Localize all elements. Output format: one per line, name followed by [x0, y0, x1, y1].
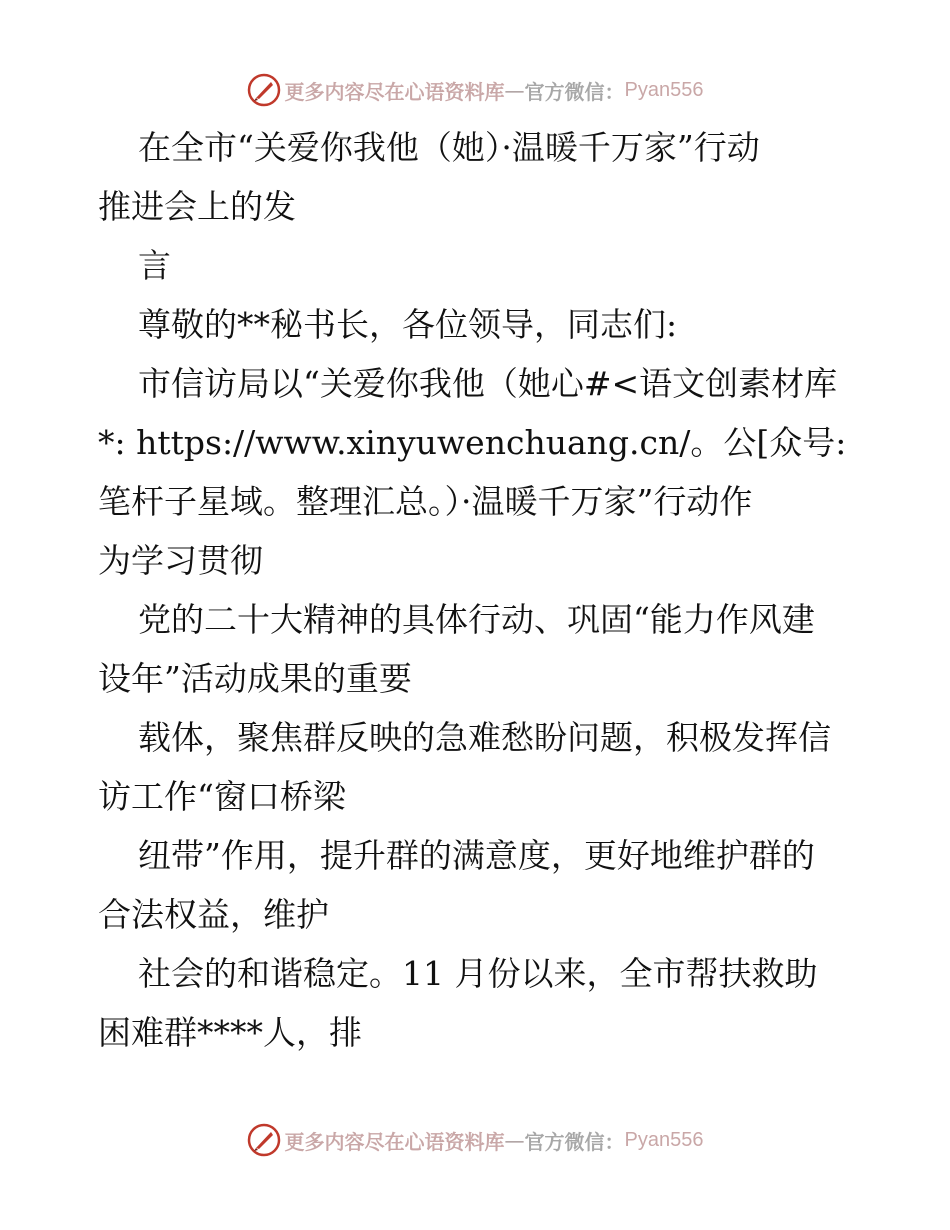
document-body	[98, 118, 858, 1062]
watermark-text: 更多内容尽在心语资料库	[284, 1129, 505, 1154]
watermark-text: 更多内容尽在心语资料库	[284, 79, 505, 104]
watermark-wechat-label: 官方微信：	[524, 79, 625, 104]
watermark-wechat-label: 官方微信：	[524, 1129, 625, 1154]
salutation-line: 尊敬的**秘书长，各位领导，同志们:	[138, 305, 678, 344]
text-line: 设年”活动成果的重要	[98, 659, 412, 698]
text-line: 笔杆子星域。整理汇总。）·温暖千万家”行动作	[98, 482, 753, 521]
quill-pen-icon	[247, 73, 281, 107]
text-line: 市信访局以“关爱你我他（她心#<语文创素材库	[138, 364, 838, 403]
watermark-dash: —	[504, 1128, 525, 1152]
text-line: 困难群****人，排	[98, 1013, 362, 1052]
text-line: 纽带”作用，提升群的满意度，更好地维护群的	[138, 836, 815, 875]
watermark-wechat-id: Pyan556	[624, 78, 704, 101]
text-line: 访工作“窗口桥梁	[98, 777, 346, 816]
text-line: 推进会上的发	[98, 187, 296, 226]
text-line: 党的二十大精神的具体行动、巩固“能力作风建	[138, 600, 815, 639]
text-line: 载体，聚焦群反映的急难愁盼问题，积极发挥信	[138, 718, 831, 757]
text-line: 言	[138, 246, 171, 285]
text-line: *: https://www.xinyuwenchuang.cn/。公[众号:	[98, 423, 847, 462]
header-watermark	[0, 70, 950, 110]
watermark-wechat-id: Pyan556	[624, 1128, 704, 1151]
watermark-dash: —	[504, 78, 525, 102]
footer-watermark	[0, 1120, 950, 1160]
quill-pen-icon	[247, 1123, 281, 1157]
text-line: 在全市“关爱你我他（她）·温暖千万家”行动	[138, 128, 760, 167]
text-line: 合法权益，维护	[98, 895, 329, 934]
text-line: 为学习贯彻	[98, 541, 263, 580]
text-line: 社会的和谐稳定。11 月份以来，全市帮扶救助	[138, 954, 818, 993]
